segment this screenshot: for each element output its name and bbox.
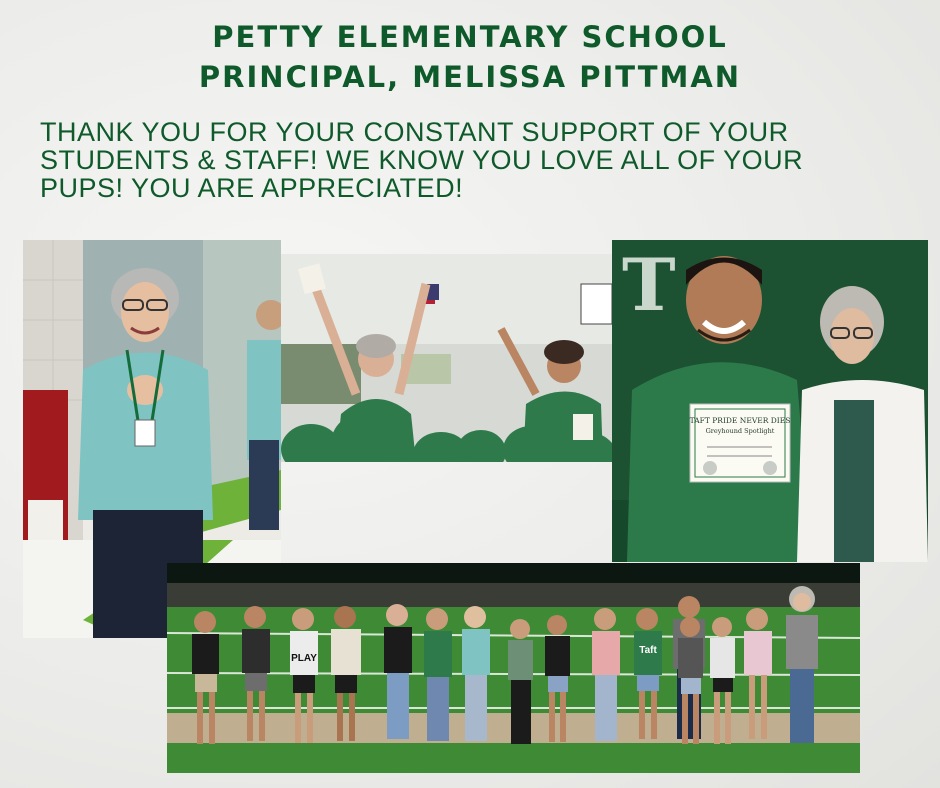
title-line-2: PRINCIPAL, MELISSA PITTMAN bbox=[198, 60, 742, 94]
title-line-1: PETTY ELEMENTARY SCHOOL bbox=[212, 20, 728, 54]
svg-text:T: T bbox=[622, 242, 676, 327]
certificate-title-text: TAFT PRIDE NEVER DIES bbox=[689, 416, 791, 425]
shirt-play-text: PLAY bbox=[291, 653, 317, 664]
message-line-1: THANK YOU FOR YOUR CONSTANT SUPPORT OF YOUR bbox=[40, 117, 789, 147]
photo-students-field bbox=[167, 563, 860, 773]
message-line-2: STUDENTS & STAFF! WE KNOW YOU LOVE ALL OF YOUR bbox=[40, 145, 804, 175]
shirt-taft-text: Taft bbox=[639, 645, 657, 656]
certificate-subtitle-text: Greyhound Spotlight bbox=[705, 427, 775, 435]
photo-staff-cheering bbox=[281, 254, 612, 462]
photo-certificate-award bbox=[612, 240, 928, 562]
message-line-3: PUPS! YOU ARE APPRECIATED! bbox=[40, 173, 464, 203]
